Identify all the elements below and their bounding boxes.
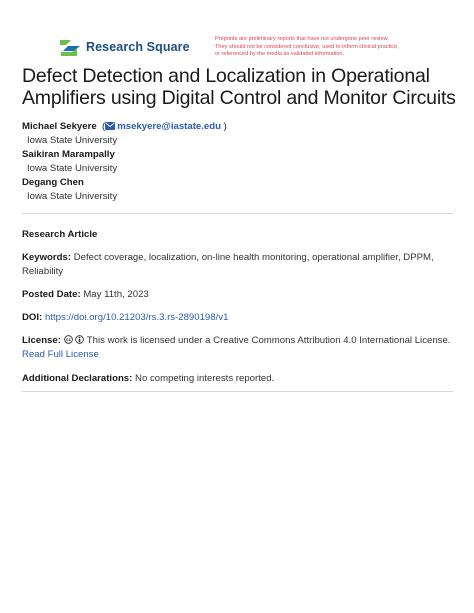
header [0,0,474,64]
research-square-logo-icon [58,37,82,57]
author-name: Saikiran Marampally [22,149,115,160]
license-label: License: [22,335,61,346]
disclaimer-line: Preprints are preliminary reports that have not undergone peer review. [215,36,389,42]
author-affiliation: Iowa State University [27,191,118,202]
doi-section [22,311,454,325]
declarations-section [22,372,454,386]
article-type: Research Article [22,229,98,240]
cc-icon [64,335,73,344]
license-text: This work is licensed under a Creative Commons Attribution 4.0 International License. [86,335,451,346]
research-square-logo[interactable] [58,37,190,57]
author-affiliation: Iowa State University [27,135,118,146]
declarations-value: No competing interests reported. [135,373,275,384]
author-entry: Michael Sekyere ( msekyere@iastate.edu ) [22,121,227,132]
posted-date-label: Posted Date: [22,289,81,300]
doi-label: DOI: [22,312,43,323]
author-affiliation: Iowa State University [27,163,118,174]
title-line: Defect Detection and Localization in Operational [22,65,430,87]
divider [22,391,453,392]
posted-date-value: May 11th, 2023 [83,289,149,300]
keywords-value: Defect coverage, localization, on-line health monitoring, operational amplifier, DPPM, [73,252,434,263]
author-name: Michael Sekyere [22,121,97,132]
paper-title [22,65,462,109]
author-email: msekyere@iastate.edu [117,121,221,132]
disclaimer-line: They should not be considered conclusive, used to inform clinical practice, [215,43,399,50]
keywords-label: Keywords: [22,252,72,263]
keywords-value: Reliability [22,266,64,277]
keywords-section [22,251,454,279]
preprint-disclaimer [215,36,455,59]
license-section [22,334,454,362]
logo-text: Research Square [86,40,190,54]
author-email-link[interactable] [105,121,221,132]
divider [22,213,453,214]
title-line: Amplifiers using Digital Control and Monitor Circuits [22,87,456,109]
declarations-label: Additional Declarations: [22,373,133,384]
mail-icon [105,122,115,130]
disclaimer-line: or referenced by the media as validated information. [215,51,345,58]
author-name: Degang Chen [22,177,84,188]
by-icon [75,335,84,344]
svg-text:cc: cc [65,338,71,344]
posted-date-section [22,288,454,302]
author-list [22,120,452,204]
doi-link[interactable]: https://doi.org/10.21203/rs.3.rs-2890198/v1 [44,312,229,323]
article-type-section [22,228,454,242]
read-full-license-link[interactable]: Read Full License [22,349,99,360]
